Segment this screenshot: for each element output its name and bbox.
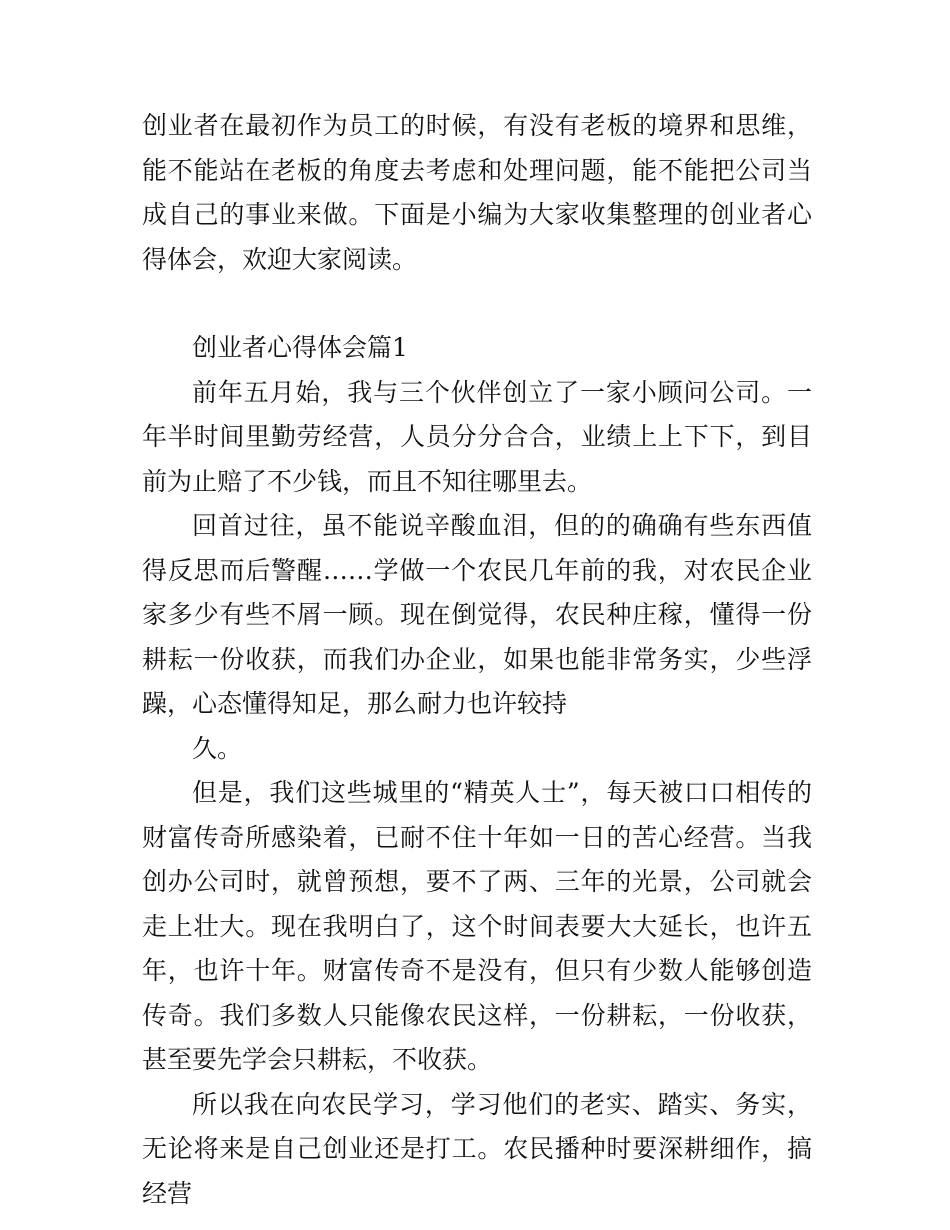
body-paragraph-5: 所以我在向农民学习，学习他们的老实、踏实、务实，无论将来是自己创业还是打工。农民播种时要深耕细作，搞经营 [142,1089,812,1208]
body-paragraph-3: 久。 [192,733,243,763]
intro-paragraph: 创业者在最初作为员工的时候，有没有老板的境界和思维，能不能站在老板的角度去考虑和处理问题，能不能把公司当成自己的事业来做。下面是小编为大家收集整理的创业者心得体会，欢迎大家阅读。 [142,111,812,274]
body-paragraph-1: 前年五月始，我与三个伙伴创立了一家小顾问公司。一年半时间里勤劳经营，人员分分合合，业绩上上下下，到目前为止赔了不少钱，而且不知往哪里去。 [142,377,812,496]
section-title: 创业者心得体会篇1 [192,333,408,362]
body-paragraph-2: 回首过往，虽不能说辛酸血泪，但的的确确有些东西值得反思而后警醒……学做一个农民几年前的我，对农民企业家多少有些不屑一顾。现在倒觉得，农民种庄稼，懂得一份耕耘一份收获，而我们办企业，如果也能非常务实，少些浮躁，心态懂得知足，那么耐力也许较持 [142,511,812,718]
document-body [142,104,812,1216]
body-paragraph-4: 但是，我们这些城里的“精英人士”，每天被口口相传的财富传奇所感染着，已耐不住十年如一日的苦心经营。当我创办公司时，就曾预想，要不了两、三年的光景，公司就会走上壮大。现在我明白了，这个时间表要大大延长，也许五年，也许十年。财富传奇不是没有，但只有少数人能够创造传奇。我们多数人只能像农民这样，一份耕耘，一份收获，甚至要先学会只耕耘，不收获。 [142,778,812,1074]
